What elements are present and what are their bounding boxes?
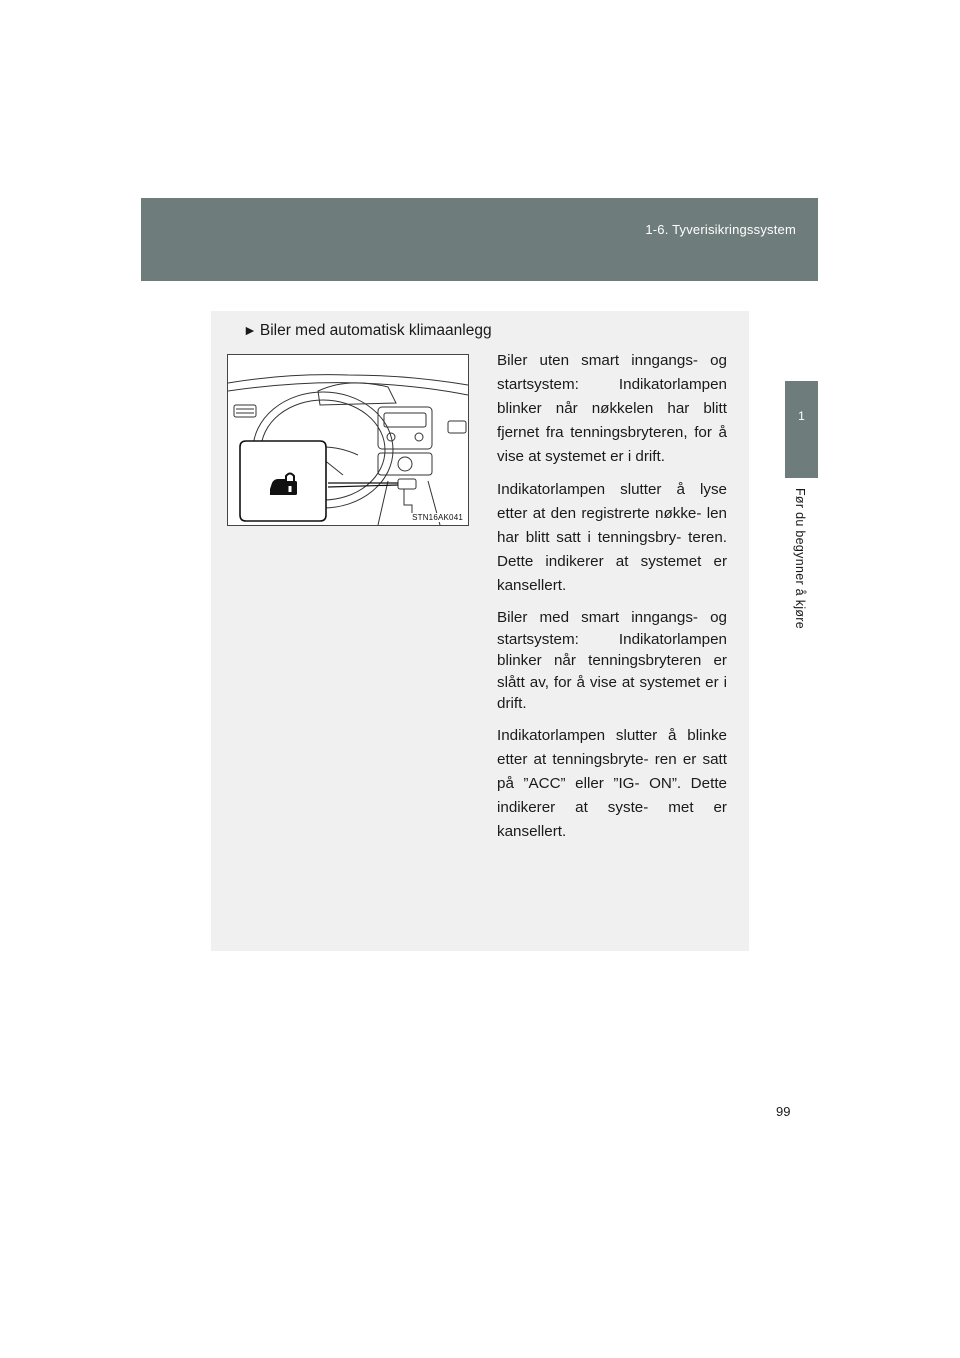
chapter-number: 1 — [798, 409, 805, 423]
header-band — [141, 198, 818, 281]
chapter-tab — [785, 381, 818, 478]
page-number: 99 — [776, 1104, 791, 1119]
paragraph-3: Biler med smart inngangs- og startsystem: Indikatorlampen blinker når tenningsbryteren er slått av, for å vise at systemet er i drift. — [497, 609, 727, 712]
section-title: 1-6. Tyverisikringssystem — [645, 222, 796, 237]
dashboard-drawing — [228, 355, 468, 525]
dashboard-illustration — [227, 354, 469, 526]
body-text — [497, 349, 727, 853]
section-heading — [243, 322, 492, 340]
heading-text: Biler med automatisk klimaanlegg — [259, 322, 492, 339]
chapter-label: Før du begynner å kjøre — [793, 488, 807, 629]
figure-code: STN16AK041 — [412, 513, 463, 522]
paragraph-1: Biler uten smart inngangs- og startsystem: Indikatorlampen blinker når nøkkelen har blitt fjernet fra tenningsbryteren, for å vise at systemet er i drift. — [497, 352, 727, 465]
paragraph-4: Indikatorlampen slutter å blinke etter at tenningsbryte- ren er satt på ”ACC” eller ”IG- ON”. Dette indikerer at syste- met er kansellert. — [497, 726, 727, 840]
triangle-marker-icon: ► — [243, 322, 257, 338]
paragraph-2: Indikatorlampen slutter å lyse etter at den registrerte nøkke- len har blitt satt i tenningsbry- teren. Dette indikerer at systemet er kansellert. — [497, 481, 727, 594]
